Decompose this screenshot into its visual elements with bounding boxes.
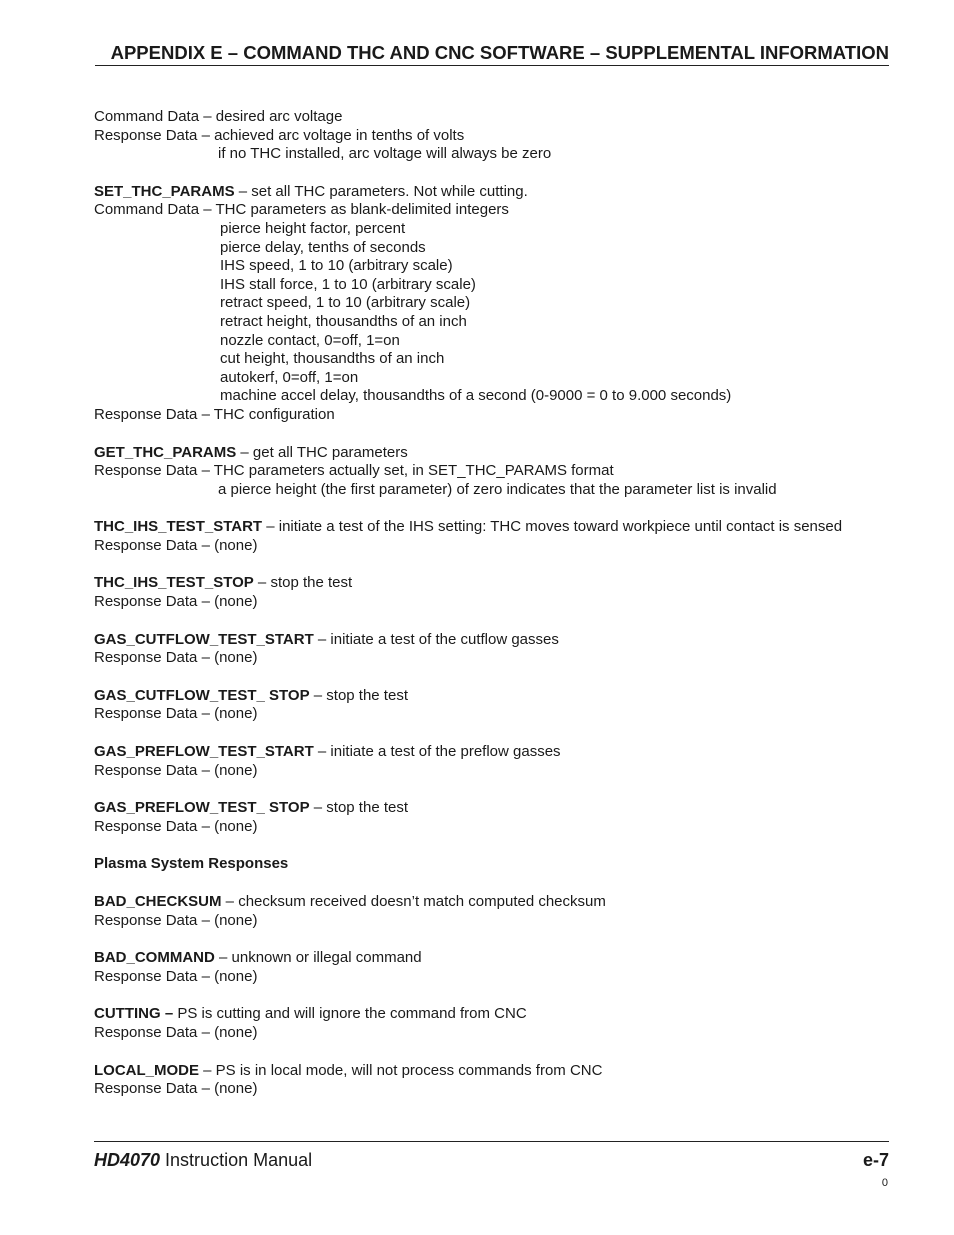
command-response: Response Data – (none) — [94, 649, 258, 667]
response-name: BAD_COMMAND — [94, 949, 215, 967]
command-entry — [94, 574, 904, 593]
revision-number: 0 — [881, 1177, 888, 1189]
command-response: Response Data – (none) — [94, 761, 258, 779]
get-thc-response-data: Response Data – THC parameters actually set, in SET_THC_PARAMS format — [94, 462, 614, 480]
response-desc: – checksum received doesn’t match computed checksum — [221, 893, 606, 910]
param-item: IHS stall force, 1 to 10 (arbitrary scale) — [220, 275, 476, 293]
response-data: Response Data – (none) — [94, 967, 258, 985]
command-entry — [94, 743, 904, 762]
response-name: CUTTING – — [94, 1005, 174, 1023]
param-item: pierce delay, tenths of seconds — [220, 238, 426, 256]
response-desc: – unknown or illegal command — [214, 949, 422, 967]
response-entry — [94, 1062, 904, 1081]
footer-divider — [94, 1141, 889, 1142]
response-data: Response Data – (none) — [94, 1023, 258, 1041]
param-item: nozzle contact, 0=off, 1=on — [220, 331, 400, 349]
command-name: THC_IHS_TEST_STOP — [94, 574, 254, 592]
command-desc: – set all THC parameters. Not while cutting. — [234, 182, 528, 200]
get-thc-response-note: a pierce height (the first parameter) of zero indicates that the parameter list is invalid — [218, 480, 777, 498]
response-name: LOCAL_MODE — [94, 1061, 199, 1079]
command-response: Response Data – (none) — [94, 817, 258, 835]
param-item: autokerf, 0=off, 1=on — [220, 368, 359, 386]
command-desc: – initiate a test of the preflow gasses — [313, 743, 561, 761]
page-number: e-7 — [862, 1150, 889, 1170]
model-name: HD4070 — [94, 1150, 161, 1170]
response-entry — [94, 949, 904, 968]
command-desc: – initiate a test of the IHS setting: THC moves toward workpiece until contact is sensed — [262, 518, 843, 536]
get-thc-params-entry — [94, 444, 904, 463]
set-thc-params-entry — [94, 183, 904, 202]
command-entry — [94, 518, 904, 537]
command-desc: – initiate a test of the cutflow gasses — [313, 630, 559, 648]
section-heading: Plasma System Responses — [94, 855, 289, 873]
intro-command-data: Command Data – desired arc voltage — [94, 108, 343, 125]
param-item: cut height, thousandths of an inch — [220, 350, 445, 368]
response-name: BAD_CHECKSUM — [94, 893, 222, 910]
response-desc: PS is cutting and will ignore the command from CNC — [173, 1005, 527, 1023]
response-data: Response Data – (none) — [94, 911, 258, 929]
command-desc: – stop the test — [309, 799, 409, 817]
response-desc: – PS is in local mode, will not process commands from CNC — [199, 1061, 603, 1079]
command-name: THC_IHS_TEST_START — [94, 518, 263, 536]
command-response: Response Data – (none) — [94, 705, 258, 723]
param-item: machine accel delay, thousandths of a second (0-9000 = 0 to 9.000 seconds) — [220, 387, 732, 405]
command-entry — [94, 687, 904, 706]
command-name: GAS_CUTFLOW_TEST_START — [94, 630, 314, 648]
command-response: Response Data – (none) — [94, 593, 258, 611]
command-name: GET_THC_PARAMS — [94, 443, 237, 461]
command-entry — [94, 799, 904, 818]
param-item: pierce height factor, percent — [220, 219, 406, 237]
command-desc: – get all THC parameters — [236, 443, 408, 461]
set-thc-response-data: Response Data – THC configuration — [94, 405, 335, 423]
command-name: GAS_CUTFLOW_TEST_ STOP — [94, 686, 310, 704]
response-entry — [94, 893, 904, 912]
page-header: APPENDIX E – COMMAND THC AND CNC SOFTWARE – SUPPLEMENTAL INFORMATION — [95, 42, 889, 66]
response-data: Response Data – (none) — [94, 1080, 258, 1098]
param-item: retract speed, 1 to 10 (arbitrary scale) — [220, 294, 471, 312]
manual-label: Instruction Manual — [160, 1150, 313, 1170]
intro-response-data: Response Data – achieved arc voltage in tenths of volts — [94, 126, 465, 144]
command-response: Response Data – (none) — [94, 536, 258, 554]
set-thc-command-data: Command Data – THC parameters as blank-delimited integers — [94, 201, 509, 219]
param-item: retract height, thousandths of an inch — [220, 312, 467, 330]
command-name: GAS_PREFLOW_TEST_ STOP — [94, 799, 310, 817]
command-desc: – stop the test — [253, 574, 353, 592]
footer-title — [94, 1149, 312, 1171]
command-name: GAS_PREFLOW_TEST_START — [94, 743, 314, 761]
response-entry — [94, 1005, 904, 1024]
command-desc: – stop the test — [309, 686, 408, 704]
intro-response-note: if no THC installed, arc voltage will always be zero — [218, 145, 552, 163]
page-content — [94, 108, 904, 1099]
command-entry — [94, 631, 904, 650]
param-item: IHS speed, 1 to 10 (arbitrary scale) — [220, 257, 453, 275]
command-name: SET_THC_PARAMS — [94, 182, 235, 200]
